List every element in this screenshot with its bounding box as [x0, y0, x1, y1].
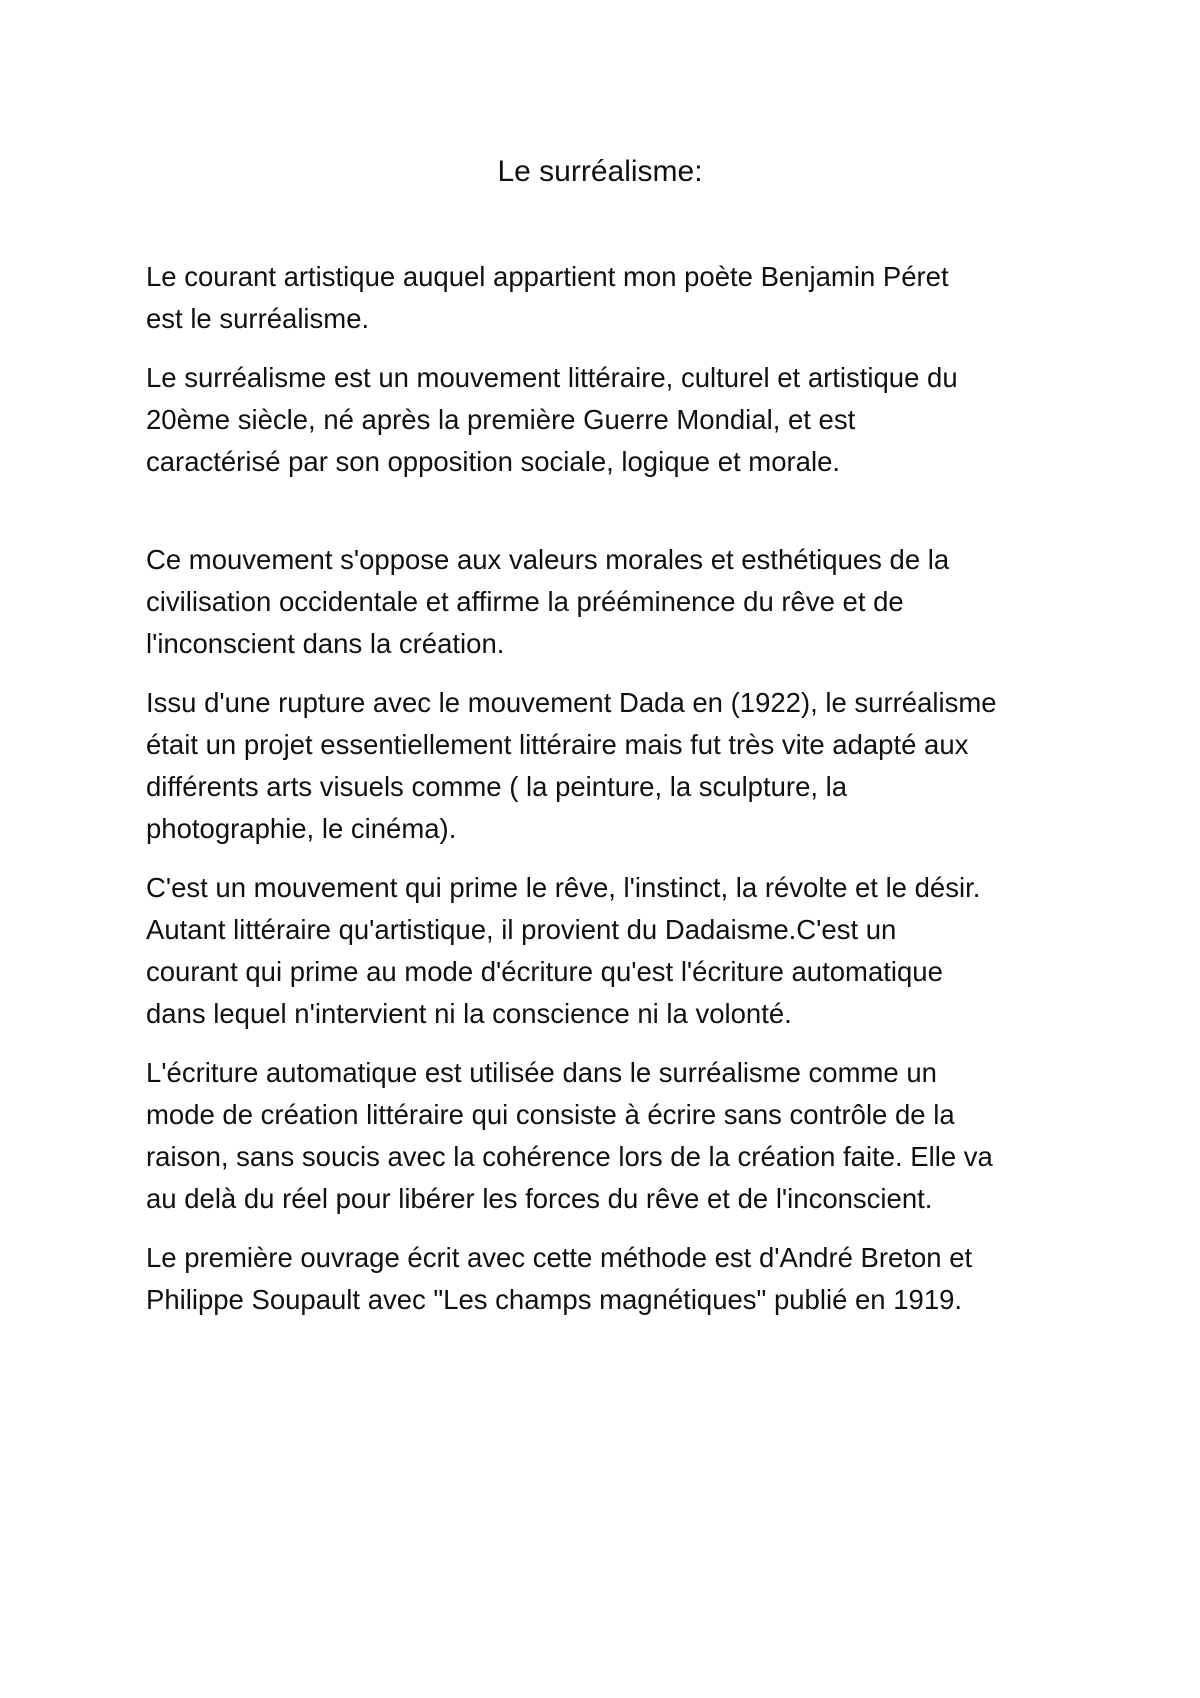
page-title: Le surréalisme: — [497, 155, 703, 188]
paragraph-2 — [146, 357, 1066, 483]
paragraph-line: L'écriture automatique est utilisée dans le surréalisme comme un — [146, 1057, 937, 1088]
paragraph-line: est le surréalisme. — [146, 303, 370, 334]
paragraph-line: dans lequel n'intervient ni la conscience ni la volonté. — [146, 998, 792, 1029]
paragraph-5 — [146, 867, 1066, 1035]
paragraph-line: courant qui prime au mode d'écriture qu'est l'écriture automatique — [146, 956, 943, 987]
paragraph-6 — [146, 1052, 1066, 1220]
paragraph-line: Le première ouvrage écrit avec cette méthode est d'André Breton et — [146, 1242, 973, 1273]
paragraph-line: Le courant artistique auquel appartient mon poète Benjamin Péret — [146, 261, 949, 292]
paragraph-line: mode de création littéraire qui consiste à écrire sans contrôle de la — [146, 1099, 955, 1130]
paragraph-line: l'inconscient dans la création. — [146, 628, 505, 659]
paragraph-line: au delà du réel pour libérer les forces du rêve et de l'inconscient. — [146, 1183, 933, 1214]
paragraph-line: Ce mouvement s'oppose aux valeurs morales et esthétiques de la — [146, 544, 950, 575]
paragraph-line: caractérisé par son opposition sociale, logique et morale. — [146, 446, 840, 477]
paragraph-line: raison, sans soucis avec la cohérence lors de la création faite. Elle va — [146, 1141, 993, 1172]
paragraph-line: Le surréalisme est un mouvement littéraire, culturel et artistique du — [146, 362, 958, 393]
paragraph-line: C'est un mouvement qui prime le rêve, l'instinct, la révolte et le désir. — [146, 872, 981, 903]
paragraph-3 — [146, 539, 1066, 665]
paragraph-line: Philippe Soupault avec "Les champs magnétiques" publié en 1919. — [146, 1284, 963, 1315]
paragraph-line: différents arts visuels comme ( la peinture, la sculpture, la — [146, 771, 848, 802]
paragraph-line: Autant littéraire qu'artistique, il provient du Dadaisme.C'est un — [146, 914, 897, 945]
paragraph-line: photographie, le cinéma). — [146, 813, 457, 844]
paragraph-line: civilisation occidentale et affirme la prééminence du rêve et de — [146, 586, 904, 617]
paragraph-1 — [146, 256, 1066, 340]
paragraph-line: Issu d'une rupture avec le mouvement Dada en (1922), le surréalisme — [146, 687, 997, 718]
paragraph-line: 20ème siècle, né après la première Guerre Mondial, et est — [146, 404, 856, 435]
paragraph-line: était un projet essentiellement littéraire mais fut très vite adapté aux — [146, 729, 969, 760]
document-body — [146, 256, 1066, 1321]
paragraph-7 — [146, 1237, 1066, 1321]
paragraph-4 — [146, 682, 1066, 850]
